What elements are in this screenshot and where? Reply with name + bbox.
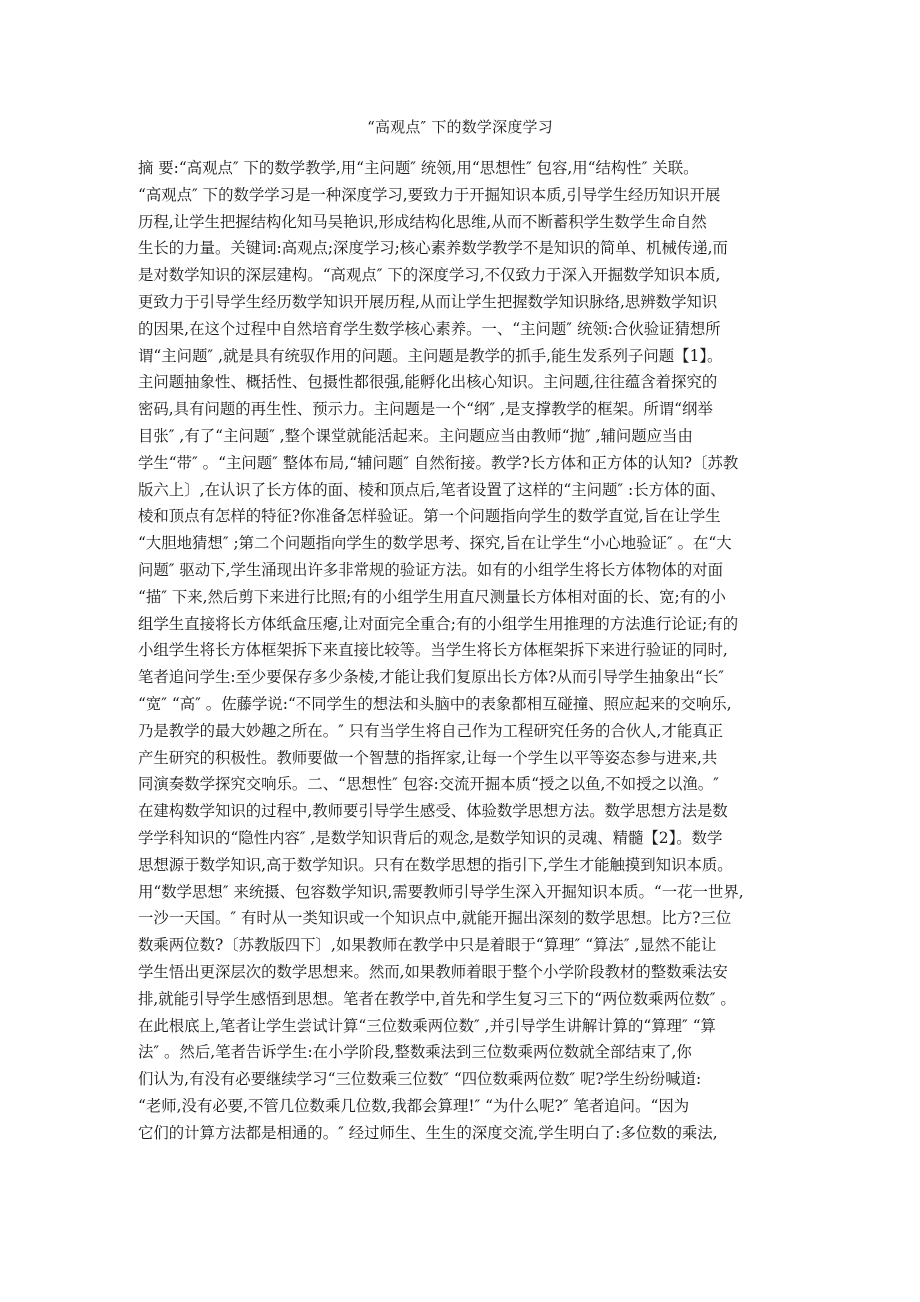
body-line: 乃是教学的最大妙趣之所在。″ 只有当学生将自己作为工程研究任务的合伙人,才能真正	[138, 721, 723, 740]
body-line: “描″ 下来,然后剪下来进行比照;有的小组学生用直尺测量长方体相对面的长、宽;有的小	[138, 587, 726, 606]
body-line: 棱和顶点有怎样的特征?你准备怎样验证。第一个问题指向学生的数学直觉,旨在让学生	[138, 507, 721, 526]
body-line: 版六上〕,在认识了长方体的面、棱和顶点后,笔者设置了这样的“主问题″ :长方体的面、	[138, 480, 726, 499]
body-line: 问题″ 驱动下,学生涌现出许多非常规的验证方法。如有的小组学生将长方体物体的对面	[138, 560, 723, 579]
body-line: 产生研究的积极性。教师要做一个智慧的指挥家,让每一个学生以平等姿态参与进来,共	[138, 748, 718, 767]
body-line: 排,就能引导学生感悟到思想。笔者在教学中,首先和学生复习三下的“两位数乘两位数″ 。	[138, 989, 736, 1008]
body-line: 笔者追问学生:至少要保存多少条棱,才能让我们复原出长方体?从而引导学生抽象出“长″	[138, 668, 725, 687]
body-line: “老师,没有必要,不管几位数乘几位数,我都会算理!″ “为什么呢?″ 笔者追问。“因为	[138, 1096, 690, 1115]
body-line: 是对数学知识的深层建构。“高观点″ 下的深度学习,不仅致力于深入开掘数学知识本质,	[138, 266, 721, 285]
body-line: 它们的计算方法都是相通的。″ 经过师生、生生的深度交流,学生明白了:多位数的乘法,	[138, 1123, 718, 1142]
body-line: 主问题抽象性、概括性、包摄性都很强,能孵化出核心知识。主问题,往往蕴含着探究的	[138, 373, 718, 392]
body-line: 在建构数学知识的过程中,教师要引导学生感受、体验数学思想方法。数学思想方法是数	[138, 802, 728, 821]
body-line: 摘 要:“高观点″ 下的数学教学,用“主问题″ 统领,用“思想性″ 包容,用“结构性″ 关联。	[138, 159, 699, 177]
body-line: 小组学生将长方体框架拆下来直接比较等。当学生将长方体框架拆下来进行验证的同时,	[138, 641, 728, 660]
body-line: 学生“带″ 。“主问题″ 整体布局,“辅问题″ 自然衔接。教学?长方体和正方体的认知?〔苏教	[138, 453, 739, 472]
body-line: 历程,让学生把握结构化知马吴艳识,形成结构化思维,从而不断蓄积学生数学生命自然	[138, 212, 707, 231]
body-line: 思想源于数学知识,高于数学知识。只有在数学思想的指引下,学生才能触摸到知识本质。	[138, 855, 733, 874]
body-line: 一沙一天国。″ 有时从一类知识或一个知识点中,就能开掘出深刻的数学思想。比方?三位	[138, 909, 732, 928]
body-line: 组学生直接将长方体纸盒压瘪,让对面完全重合;有的小组学生用推理的方法進行论证;有的	[138, 614, 739, 633]
body-line: 学生悟出更深层次的数学思想来。然而,如果教师着眼于整个小学阶段教材的整数乘法安	[138, 962, 728, 981]
body-line: 在此根底上,笔者让学生尝试计算“三位数乘两位数″ ,并引导学生讲解计算的“算理″ “算	[138, 1016, 716, 1035]
body-line: “大胆地猜想″ ;第二个问题指向学生的数学思考、探究,旨在让学生“小心地验证″ 。在“大	[138, 534, 732, 553]
body-line: 目张″ ,有了“主问题″ ,整个课堂就能活起来。主问题应当由教师“抛″ ,辅问题应当由	[138, 426, 693, 445]
body-line: 同演奏数学探究交响乐。二、“思想性″ 包容:交流开掘本质“授之以鱼,不如授之以渔。″	[138, 775, 719, 794]
body-line: “宽″ “高″ 。佐藤学说:“不同学生的想法和头脑中的表象都相互碰撞、照应起来的交响乐,	[138, 694, 732, 713]
body-line: 数乘两位数?〔苏教版四下〕,如果教师在教学中只是着眼于“算理″ “算法″ ,显然不能让	[138, 936, 717, 955]
body-line: 学学科知识的“隐性内容″ ,是数学知识背后的观念,是数学知识的灵魂、精髓【2】。数学	[138, 828, 723, 847]
body-line: 密码,具有问题的再生性、预示力。主问题是一个“纲″ ,是支撑教学的框架。所谓“纲举	[138, 400, 713, 419]
body-line: 的因果,在这个过程中自然培育学生数学核心素养。一、“主问题″ 统领:合伙验证猜想所	[138, 319, 721, 338]
body-line: 法″ 。然后,笔者告诉学生:在小学阶段,整数乘法到三位数乘两位数就全部结束了,你	[138, 1043, 692, 1062]
body-line: 用“数学思想″ 来统摄、包容数学知识,需要教师引导学生深入开掘知识本质。“一花一世界,	[138, 882, 744, 901]
document-body	[138, 155, 798, 1146]
body-line: “高观点″ 下的数学学习是一种深度学习,要致力于开掘知识本质,引导学生经历知识开展	[138, 185, 721, 204]
body-line: 们认为,有没有必要继续学习“三位数乘三位数″ “四位数乘两位数″ 呢?学生纷纷喊道:	[138, 1070, 702, 1089]
document-title: “高观点″ 下的数学深度学习	[367, 118, 553, 136]
body-line: 谓“主问题″ ,就是具有统驭作用的问题。主问题是教学的抓手,能生发系列子问题【1】。	[138, 346, 723, 365]
body-line: 更致力于引导学生经历数学知识开展历程,从而让学生把握数学知识脉络,思辨数学知识	[138, 292, 718, 311]
body-line: 生长的力量。关键词:高观点;深度学习;核心素养数学教学不是知识的简单、机械传递,而	[138, 239, 728, 258]
